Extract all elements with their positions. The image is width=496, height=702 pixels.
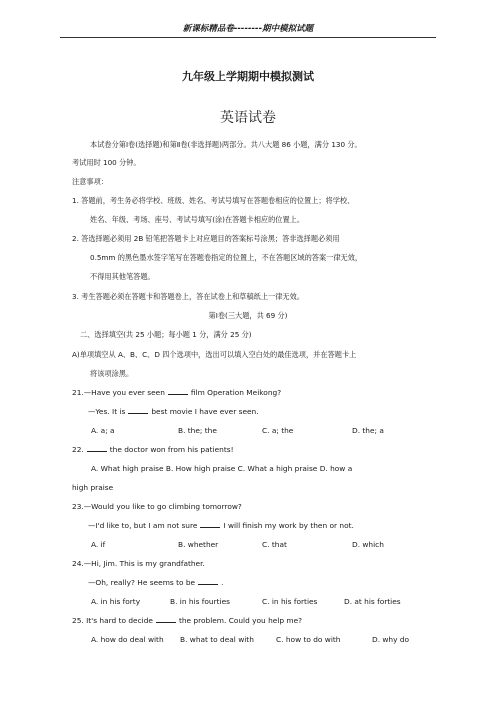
note-2-line-2: 0.5mm 的黑色墨水签字笔写在答题卷指定的位置上，不在答题区域的答案一律无效， [90,253,363,262]
option-b: B. whether [178,540,219,549]
note-2-line-1: 2. 答选择题必须用 2B 铅笔把答题卡上对应题目的答案标号涂黑；答非选择题必须用 [72,234,340,243]
notes-heading: 注意事项： [72,177,108,186]
question-22-options-cont: high praise [72,483,114,492]
answer-blank [128,412,148,414]
option-c: C. in his forties [262,597,318,606]
answer-blank [198,583,218,585]
question-21-stem: 21.—Have you ever seen film Operation Meikong? [72,388,282,397]
answer-blank [168,393,188,395]
question-24-reply: —Oh, really? He seems to be . [88,578,224,587]
answer-blank [156,621,176,623]
note-2-line-3: 不得用其他笔答题。 [90,272,155,281]
option-a: A. a; a [91,426,115,435]
note-1-line-1: 1. 答题前，考生务必将学校、班级、姓名、考试号填写在答题卷相应的位置上；将学校、 [72,196,355,205]
part-one-heading: 第Ⅰ卷(三大题，共 69 分) [208,311,288,320]
option-c: C. a; the [262,426,294,435]
note-3-line-1: 3. 考生答题必须在答题卡和答题卷上，答在试卷上和草稿纸上一律无效。 [72,292,304,301]
option-b: B. the; the [178,426,217,435]
section-two-heading: 二、选择填空(共 25 小题；每小题 1 分，满分 25 分) [80,330,252,339]
instruction-line-1: A)单项填空从 A、B、C、D 四个选项中，选出可以填入空白处的最佳选项，并在答题卡上 [72,350,357,359]
question-24-stem: 24.—Hi, Jim. This is my grandfather. [72,559,205,568]
exam-subtitle: 英语试卷 [220,110,276,126]
intro-line-2: 考试用时 100 分钟。 [72,158,141,167]
running-header: 新课标精品卷--------期中模拟试题 [182,24,314,34]
option-b: B. what to deal with [180,635,254,644]
header-rule [60,37,436,38]
option-a: A. if [91,540,106,549]
answer-blank [87,450,107,452]
question-23-stem: 23.—Would you like to go climbing tomorrow? [72,502,242,511]
answer-blank [200,526,220,528]
question-21-reply: —Yes. It is best movie I have ever seen. [88,407,259,416]
option-d: D. the; a [352,426,384,435]
note-1-line-2: 姓名、年级、考场、座号、考试号填写(涂)在答题卡相应的位置上。 [90,215,305,224]
question-23-reply: —I'd like to, but I am not sure I will finish my work by then or not. [88,521,354,530]
option-d: D. which [352,540,384,549]
exam-title: 九年级上学期期中模拟测试 [182,70,314,83]
option-a: A. how do deal with [91,635,164,644]
option-d: D. at his forties [344,597,401,606]
question-22-stem: 22. the doctor won from his patients! [72,445,234,454]
question-22-options: A. What high praise B. How high praise C. What a high praise D. how a [91,464,353,473]
option-d: D. why do [372,635,410,644]
instruction-line-2: 将该项涂黑。 [90,369,134,378]
question-25-stem: 25. It's hard to decide the problem. Could you help me? [72,616,303,625]
option-a: A. in his forty [91,597,141,606]
option-c: C. that [262,540,287,549]
option-b: B. in his fourties [170,597,230,606]
option-c: C. how to do with [276,635,341,644]
intro-line-1: 本试卷分第Ⅰ卷(选择题)和第Ⅱ卷(非选择题)两部分。共八大题 86 小题，满分 130 分。 [90,140,362,149]
